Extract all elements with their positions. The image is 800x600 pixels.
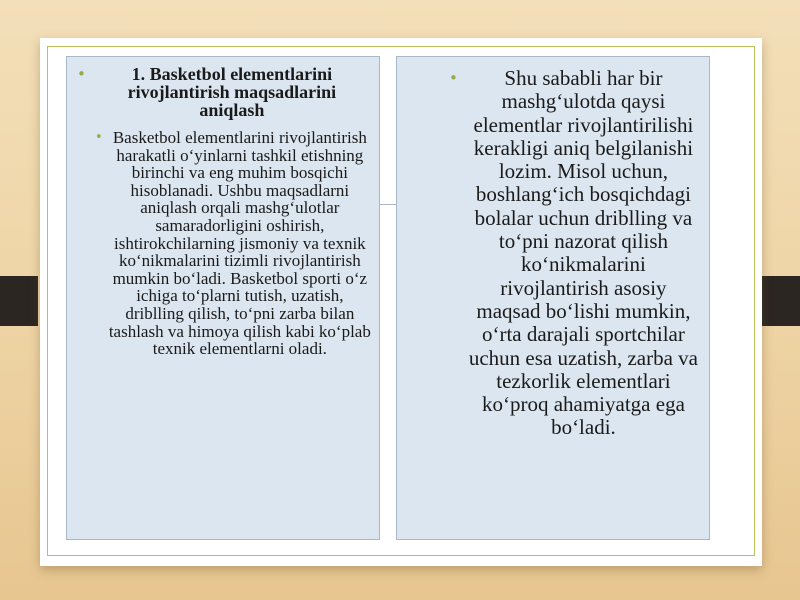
left-heading-row <box>67 57 379 119</box>
bullet-icon: • <box>449 69 458 87</box>
left-text-panel <box>66 56 380 540</box>
right-side-tab <box>762 276 800 326</box>
slide <box>40 38 762 566</box>
left-body-row <box>67 119 379 358</box>
left-heading: 1. Basketbol elementlarini rivojlantirish maqsadlarini aniqlash <box>127 64 337 120</box>
panel-connector-line <box>380 204 396 205</box>
left-body-text: Basketbol elementlarini rivojlantirish harakatli o‘yinlarni tashkil etishning birinchi va eng muhim bosqichi hisoblanadi. Ushbu maqsadlarni aniqlash orqali mashg‘ulotlar samaradorligini oshirish, ishtirokchilarning jismoniy va texnik ko‘nikmalarini tizimli rivojlantirish mumkin bo‘ladi. Basketbol sporti o‘z ichiga to‘plarni tutish, uzatish, driblling qilish, to‘pni zarba bilan tashlash va himoya qilish kabi ko‘plab texnik elementlarni oladi. <box>108 128 371 359</box>
right-body-text: Shu sababli har bir mashg‘ulotda qaysi elementlar rivojlantirilishi kerakligi aniq belgilanishi lozim. Misol uchun, boshlang‘ich bosqichdagi bolalar uchun driblling va to‘pni nazorat qilish ko‘nikmalarini rivojlantirish asosiy maqsad bo‘lishi mumkin, o‘rta darajali sportchilar uchun esa uzatish, zarba va tezkorlik elementlari ko‘proq ahamiyatga ega bo‘ladi. <box>468 66 698 440</box>
bullet-icon: • <box>95 130 103 145</box>
left-side-tab <box>0 276 38 326</box>
right-body-row <box>397 57 709 440</box>
right-text-panel <box>396 56 710 540</box>
bullet-icon: • <box>77 65 86 83</box>
